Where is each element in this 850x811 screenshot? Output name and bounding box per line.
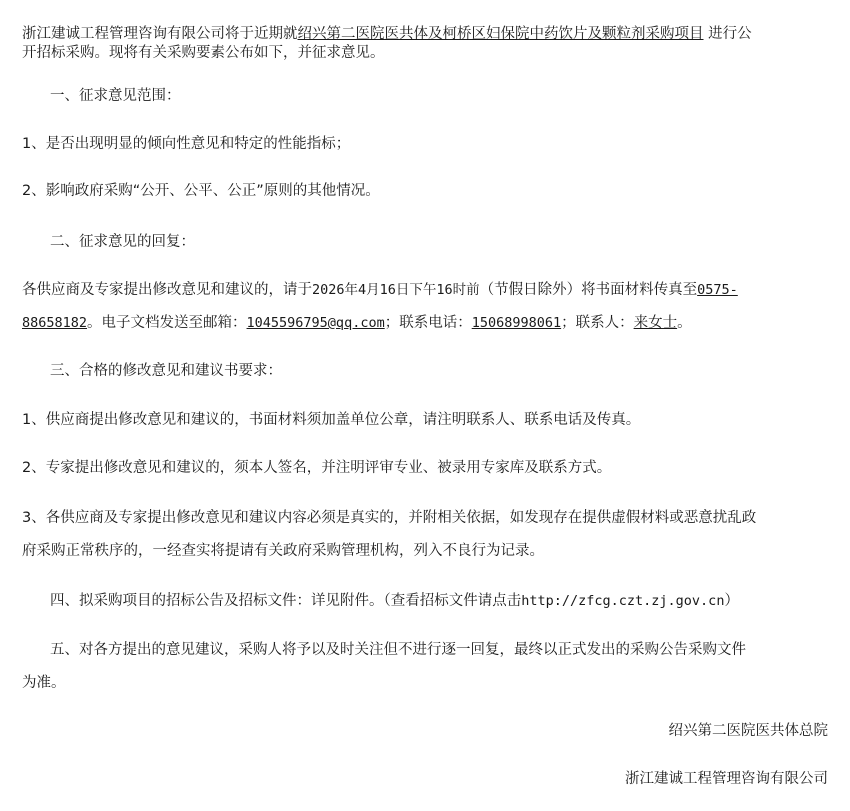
- intro-line-1: [22, 24, 752, 44]
- contact-person[interactable]: 来女士: [633, 315, 678, 331]
- procurement-url-link[interactable]: http://zfcg.czt.zj.gov.cn: [521, 593, 725, 609]
- section-5-line-2: 为准。: [22, 675, 66, 691]
- line-end: 。: [677, 315, 692, 331]
- section-3-heading: 三、合格的修改意见和建议书要求：: [50, 363, 282, 379]
- section-3-item-3-line-1: 3、各供应商及专家提出修改意见和建议内容必须是真实的，并附相关依据，如发现存在提供虚假材料或恶意扰乱政: [22, 510, 757, 526]
- section-4-close: ）: [724, 593, 739, 609]
- intro-company: 浙江建诚工程管理咨询有限公司将于近期就: [22, 26, 298, 42]
- section-3-item-1: 1、供应商提出修改意见和建议的，书面材料须加盖单位公章，请注明联系人、联系电话及传真。: [22, 412, 641, 428]
- intro-line-2: 开招标采购。现将有关采购要素公布如下，并征求意见。: [22, 45, 385, 61]
- fax-number-part-2[interactable]: 88658182: [22, 315, 88, 331]
- signature-hospital: 绍兴第二医院医共体总院: [668, 723, 828, 739]
- intro-tail: 进行公: [703, 26, 752, 42]
- project-name-link[interactable]: 绍兴第二医院医共体及柯桥区妇保院中药饮片及颗粒剂采购项目: [297, 26, 704, 42]
- phone-label: ；联系电话：: [384, 315, 472, 331]
- section-2-line-1: [22, 280, 738, 300]
- reply-rest: （节假日除外）将书面材料传真至: [479, 282, 698, 298]
- section-4-text: 四、拟采购项目的招标公告及招标文件：详见附件。（查看招标文件请点击: [50, 593, 522, 609]
- phone-number[interactable]: 15068998061: [471, 315, 562, 331]
- section-4: [50, 591, 739, 611]
- fax-number-part-1[interactable]: 0575-: [697, 282, 738, 298]
- signature-agency: 浙江建诚工程管理咨询有限公司: [625, 771, 828, 787]
- section-1-heading: 一、征求意见范围：: [50, 88, 181, 104]
- section-5-line-1: 五、对各方提出的意见建议，采购人将予以及时关注但不进行逐一回复，最终以正式发出的采购公告采购文件: [50, 642, 746, 658]
- section-1-item-2: 2、影响政府采购“公开、公平、公正”原则的其他情况。: [22, 183, 380, 199]
- section-3-item-3-line-2: 府采购正常秩序的，一经查实将提请有关政府采购管理机构，列入不良行为记录。: [22, 543, 544, 559]
- contact-label: ；联系人：: [561, 315, 634, 331]
- email-label: 。电子文档发送至邮箱：: [87, 315, 247, 331]
- email-link[interactable]: 1045596795@qq.com: [246, 315, 385, 331]
- section-2-line-2: [22, 313, 692, 333]
- reply-text: 各供应商及专家提出修改意见和建议的，请于: [22, 282, 312, 298]
- section-2-heading: 二、征求意见的回复：: [50, 234, 195, 250]
- deadline-date: 2026年4月16日下午16时前: [312, 282, 480, 298]
- section-3-item-2: 2、专家提出修改意见和建议的，须本人签名，并注明评审专业、被录用专家库及联系方式。: [22, 460, 612, 476]
- section-1-item-1: 1、是否出现明显的倾向性意见和特定的性能指标；: [22, 136, 351, 152]
